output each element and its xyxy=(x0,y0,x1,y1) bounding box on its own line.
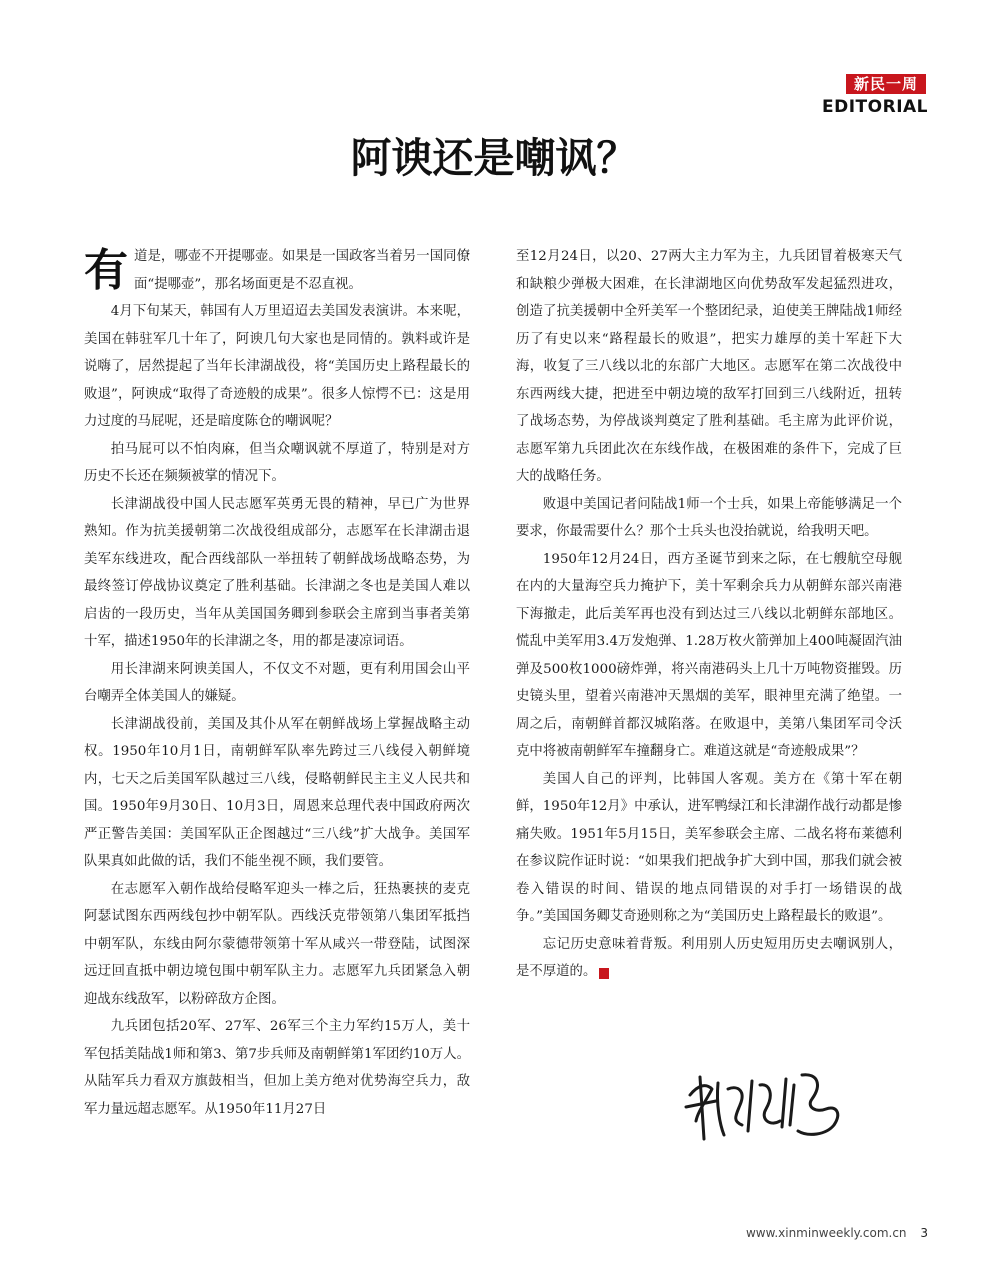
paragraph: 用长津湖来阿谀美国人，不仅文不对题，更有利用国会山平台嘲弄全体美国人的嫌疑。 xyxy=(84,661,470,704)
paragraph: 4月下旬某天，韩国有人万里迢迢去美国发表演讲。本来呢，美国在韩驻军几十年了，阿谀几句大家也是同情的。孰料或许是说嗨了，居然提起了当年长津湖战役，将“美国历史上路程最长的败退”，阿谀成“取得了奇迹般的成果”。很多人惊愕不已：这是用力过度的马屁呢，还是暗度陈仓的嘲讽呢？ xyxy=(84,304,470,429)
paragraph: 败退中美国记者问陆战1师一个士兵，如果上帝能够满足一个要求，你最需要什么？那个士兵头也没抬就说，给我明天吧。 xyxy=(516,496,902,539)
article-title: 阿谀还是嘲讽？ xyxy=(350,134,638,182)
section-label: EDITORIAL xyxy=(822,97,929,117)
website-url: www.xinminweekly.com.cn xyxy=(745,1226,907,1240)
paragraph: 美国人自己的评判，比韩国人客观。美方在《第十军在朝鲜，1950年12月》中承认，进军鸭绿江和长津湖作战行动都是惨痛失败。1951年5月15日，美军参联会主席、二战名将布莱德利在参议院作证时说：“如果我们把战争扩大到中国，那我们就会被卷入错误的时间、错误的地点同错误的对手打一场错误的战争。”美国国务卿艾奇逊则称之为“美国历史上路程最长的败退”。 xyxy=(516,771,902,924)
paragraph: 在志愿军入朝作战给侵略军迎头一棒之后，狂热裹挟的麦克阿瑟试图东西两线包抄中朝军队。西线沃克带领第八集团军抵挡中朝军队，东线由阿尔蒙德带领第十军从咸兴一带登陆，试图深远迂回直抵中朝边境包围中朝军队主力。志愿军九兵团紧急入朝迎战东线敌军，以粉碎敌方企图。 xyxy=(84,881,470,1007)
right-column xyxy=(516,243,902,986)
paragraph: 长津湖战役前，美国及其仆从军在朝鲜战场上掌握战略主动权。1950年10月1日，南朝鲜军队率先跨过三八线侵入朝鲜境内，七天之后美国军队越过三八线，侵略朝鲜民主主义人民共和国。1950年9月30日、10月3日，周恩来总理代表中国政府两次严正警告美国：美国军队正企图越过“三八线”扩大战争。美国军队果真如此做的话，我们不能坐视不顾，我们要管。 xyxy=(84,716,470,869)
drop-cap: 有 xyxy=(84,245,128,296)
author-signature xyxy=(676,1055,856,1145)
left-column xyxy=(84,243,470,1123)
paragraph: 拍马屁可以不怕肉麻，但当众嘲讽就不厚道了，特别是对方历史不长还在频频被掌的情况下。 xyxy=(84,441,470,484)
paragraph: 有道是，哪壶不开提哪壶。如果是一国政客当着另一国同僚面“提哪壶”，那名场面更是不忍直视。 xyxy=(84,245,470,296)
paragraph: 长津湖战役中国人民志愿军英勇无畏的精神，早已广为世界熟知。作为抗美援朝第二次战役组成部分，志愿军在长津湖击退美军东线进攻，配合西线部队一举扭转了朝鲜战场战略态势，为最终签订停战协议奠定了胜利基础。长津湖之冬也是美国人难以启齿的一段历史，当年从美国国务卿到参联会主席到当事者美第十军，描述1950年的长津湖之冬，用的都是凄凉词语。 xyxy=(84,496,470,649)
end-mark-icon: 民 xyxy=(599,968,609,979)
paragraph: 忘记历史意味着背叛。利用别人历史短用历史去嘲讽别人，是不厚道的。 民 xyxy=(516,936,902,979)
masthead xyxy=(822,74,929,118)
paragraph: 至12月24日，以20、27两大主力军为主，九兵团冒着极寒天气和缺粮少弹极大困难，在长津湖地区向优势敌军发起猛烈进攻，创造了抗美援朝中全歼美军一个整团纪录，迫使美王牌陆战1师经历了有史以来“路程最长的败退”，把实力雄厚的美十军赶下大海，收复了三八线以北的东部广大地区。志愿军在第二次战役中东西两线大捷，把进至中朝边境的敌军打回到三八线附近，扭转了战场态势，为停战谈判奠定了胜利基础。毛主席为此评价说，志愿军第九兵团此次在东线作战，在极困难的条件下，完成了巨大的战略任务。 xyxy=(516,249,902,484)
paragraph: 九兵团包括20军、27军、26军三个主力军约15万人，美十军包括美陆战1师和第3、第7步兵师及南朝鲜第1军团约10万人。从陆军兵力看双方旗鼓相当，但加上美方绝对优势海空兵力，敌军力量远超志愿军。从1950年11月27日 xyxy=(84,1019,470,1117)
page-number: 3 xyxy=(920,1226,928,1240)
page-footer xyxy=(746,1226,928,1240)
paragraph: 1950年12月24日，西方圣诞节到来之际，在七艘航空母舰在内的大量海空兵力掩护下，美十军剩余兵力从朝鲜东部兴南港下海撤走，此后美军再也没有到达过三八线以北朝鲜东部地区。慌乱中美军用3.4万发炮弹、1.28万枚火箭弹加上400吨凝固汽油弹及500枚1000磅炸弹，将兴南港码头上几十万吨物资摧毁。历史镜头里，望着兴南港冲天黑烟的美军，眼神里充满了绝望。一周之后，南朝鲜首都汉城陷落。在败退中，美第八集团军司令沃克中将被南朝鲜军车撞翻身亡。难道这就是“奇迹般成果”？ xyxy=(516,551,902,759)
brand-logo: 新民一周 xyxy=(846,74,926,94)
